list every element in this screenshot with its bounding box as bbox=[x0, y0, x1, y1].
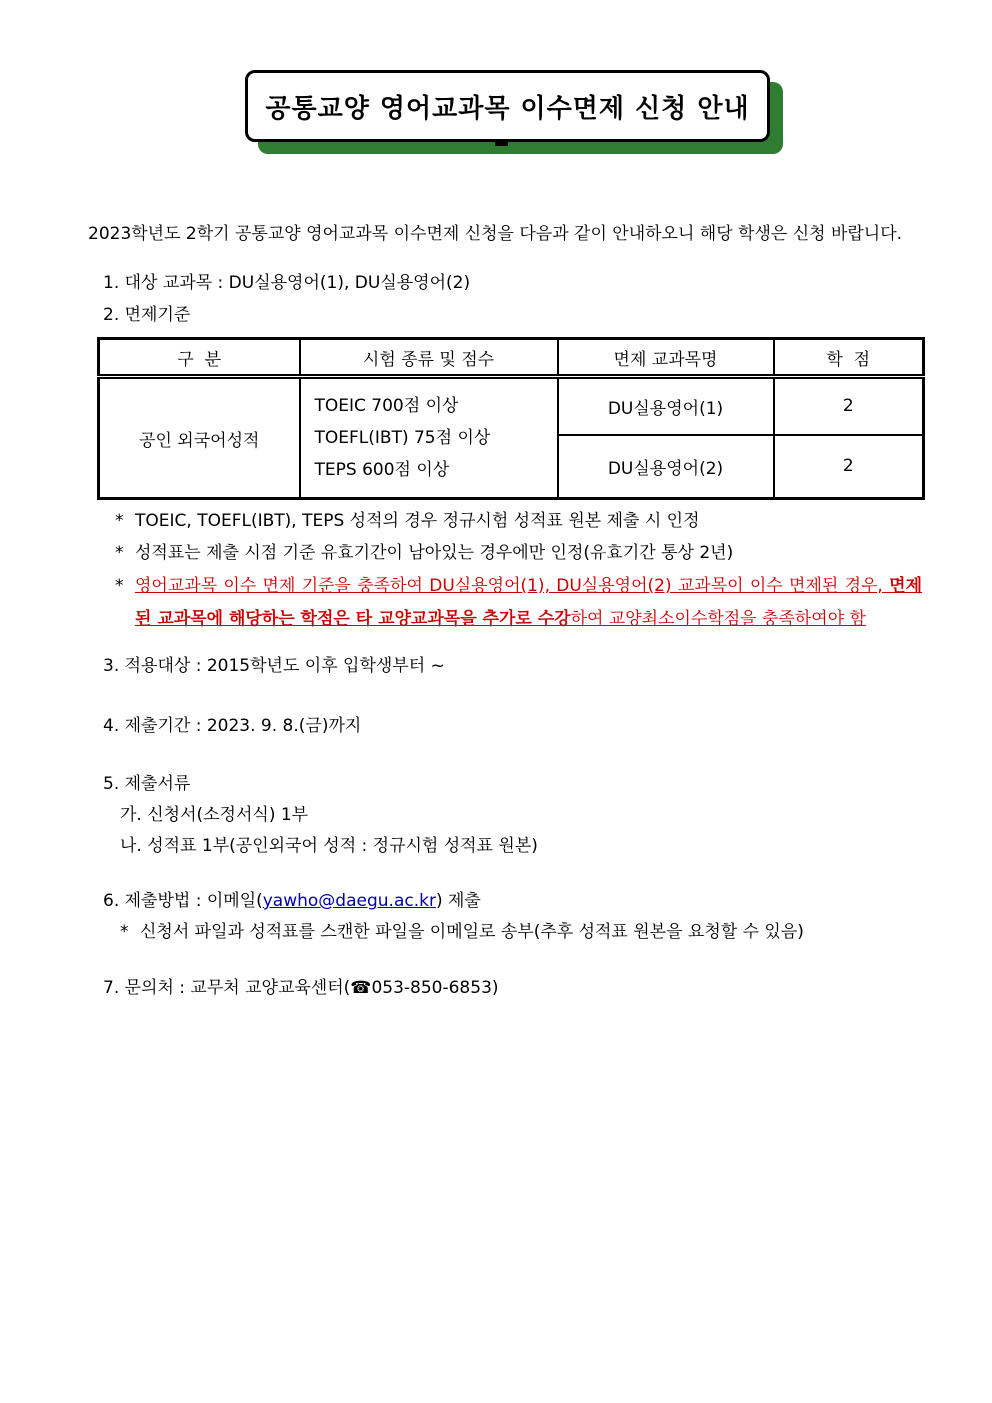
note-validity-period: * 성적표는 제출 시점 기준 유효기간이 남아있는 경우에만 인정(유효기간 통상 2년) bbox=[115, 538, 922, 568]
score-line-toefl: TOEFL(IBT) 75점 이상 bbox=[314, 428, 491, 448]
score-line-toeic: TOEIC 700점 이상 bbox=[314, 396, 459, 416]
note-credit-warning bbox=[115, 570, 922, 636]
warning-text-end: 하여 교양최소이수학점을 충족하여야 함 bbox=[570, 609, 866, 629]
credits-cell: 2 bbox=[774, 435, 924, 499]
credits-cell: 2 bbox=[774, 377, 924, 435]
warning-text-bold: 면제된 교과목에 해당하는 학점은 타 교양교과목을 추가로 수강 bbox=[135, 576, 922, 629]
intro-paragraph: 2023학년도 2학기 공통교양 영어교과목 이수면제 신청을 다음과 같이 안내하오니 해당 학생은 신청 바랍니다. bbox=[88, 224, 903, 244]
item-target-courses: 1. 대상 교과목 : DU실용영어(1), DU실용영어(2) bbox=[103, 273, 471, 293]
item-submission-method bbox=[103, 891, 922, 911]
phone-icon: ☎ bbox=[350, 978, 372, 998]
score-line-teps: TEPS 600점 이상 bbox=[314, 460, 450, 480]
email-link[interactable]: yawho@daegu.ac.kr bbox=[262, 891, 436, 911]
contact-suffix: ) bbox=[491, 978, 499, 998]
header-exempt-course: 면제 교과목명 bbox=[558, 339, 774, 377]
item-required-documents: 5. 제출서류 bbox=[103, 774, 191, 794]
asterisk-marker: * bbox=[120, 922, 129, 942]
course-cell: DU실용영어(2) bbox=[558, 435, 774, 499]
item-exemption-criteria: 2. 면제기준 bbox=[103, 305, 191, 325]
item-applicable-students: 3. 적용대상 : 2015학년도 이후 입학생부터 ~ bbox=[103, 656, 445, 676]
category-cell: 공인 외국어성적 bbox=[99, 377, 300, 499]
scores-cell bbox=[300, 377, 558, 499]
course-cell: DU실용영어(1) bbox=[558, 377, 774, 435]
item-submission-period: 4. 제출기간 : 2023. 9. 8.(금)까지 bbox=[103, 716, 362, 736]
title-banner bbox=[245, 70, 770, 142]
table-notes bbox=[70, 506, 922, 636]
contact-prefix: 7. 문의처 : 교무처 교양교육센터( bbox=[103, 978, 351, 998]
title-box bbox=[245, 70, 770, 142]
table-header-row bbox=[99, 339, 924, 377]
title-notch-mark bbox=[495, 140, 508, 146]
asterisk-marker: * bbox=[115, 543, 124, 563]
submission-method-suffix: ) 제출 bbox=[435, 891, 481, 911]
page-title: 공통교양 영어교과목 이수면제 신청 안내 bbox=[265, 94, 750, 124]
item-contact bbox=[103, 978, 922, 998]
sub-item-transcript: 나. 성적표 1부(공인외국어 성적 : 정규시험 성적표 원본) bbox=[120, 836, 538, 856]
asterisk-marker: * bbox=[115, 511, 124, 531]
header-category: 구 분 bbox=[99, 339, 300, 377]
contact-phone-number: 053-850-6853 bbox=[371, 978, 492, 998]
asterisk-marker: * bbox=[115, 576, 124, 596]
header-test-scores: 시험 종류 및 점수 bbox=[300, 339, 558, 377]
note-email-scan: * 신청서 파일과 성적표를 스캔한 파일을 이메일로 송부(추후 성적표 원본을 요청할 수 있음) bbox=[120, 922, 804, 942]
submission-method-prefix: 6. 제출방법 : 이메일( bbox=[103, 891, 263, 911]
note-original-transcript: * TOEIC, TOEFL(IBT), TEPS 성적의 경우 정규시험 성적표 원본 제출 시 인정 bbox=[115, 506, 922, 536]
exemption-criteria-table bbox=[97, 337, 925, 500]
table-row bbox=[99, 377, 924, 435]
warning-text-start: 영어교과목 이수 면제 기준을 충족하여 DU실용영어(1), DU실용영어(2) 교과목이 이수 면제된 경우, bbox=[135, 576, 890, 596]
header-credits: 학 점 bbox=[774, 339, 924, 377]
sub-item-application-form: 가. 신청서(소정서식) 1부 bbox=[120, 805, 309, 825]
